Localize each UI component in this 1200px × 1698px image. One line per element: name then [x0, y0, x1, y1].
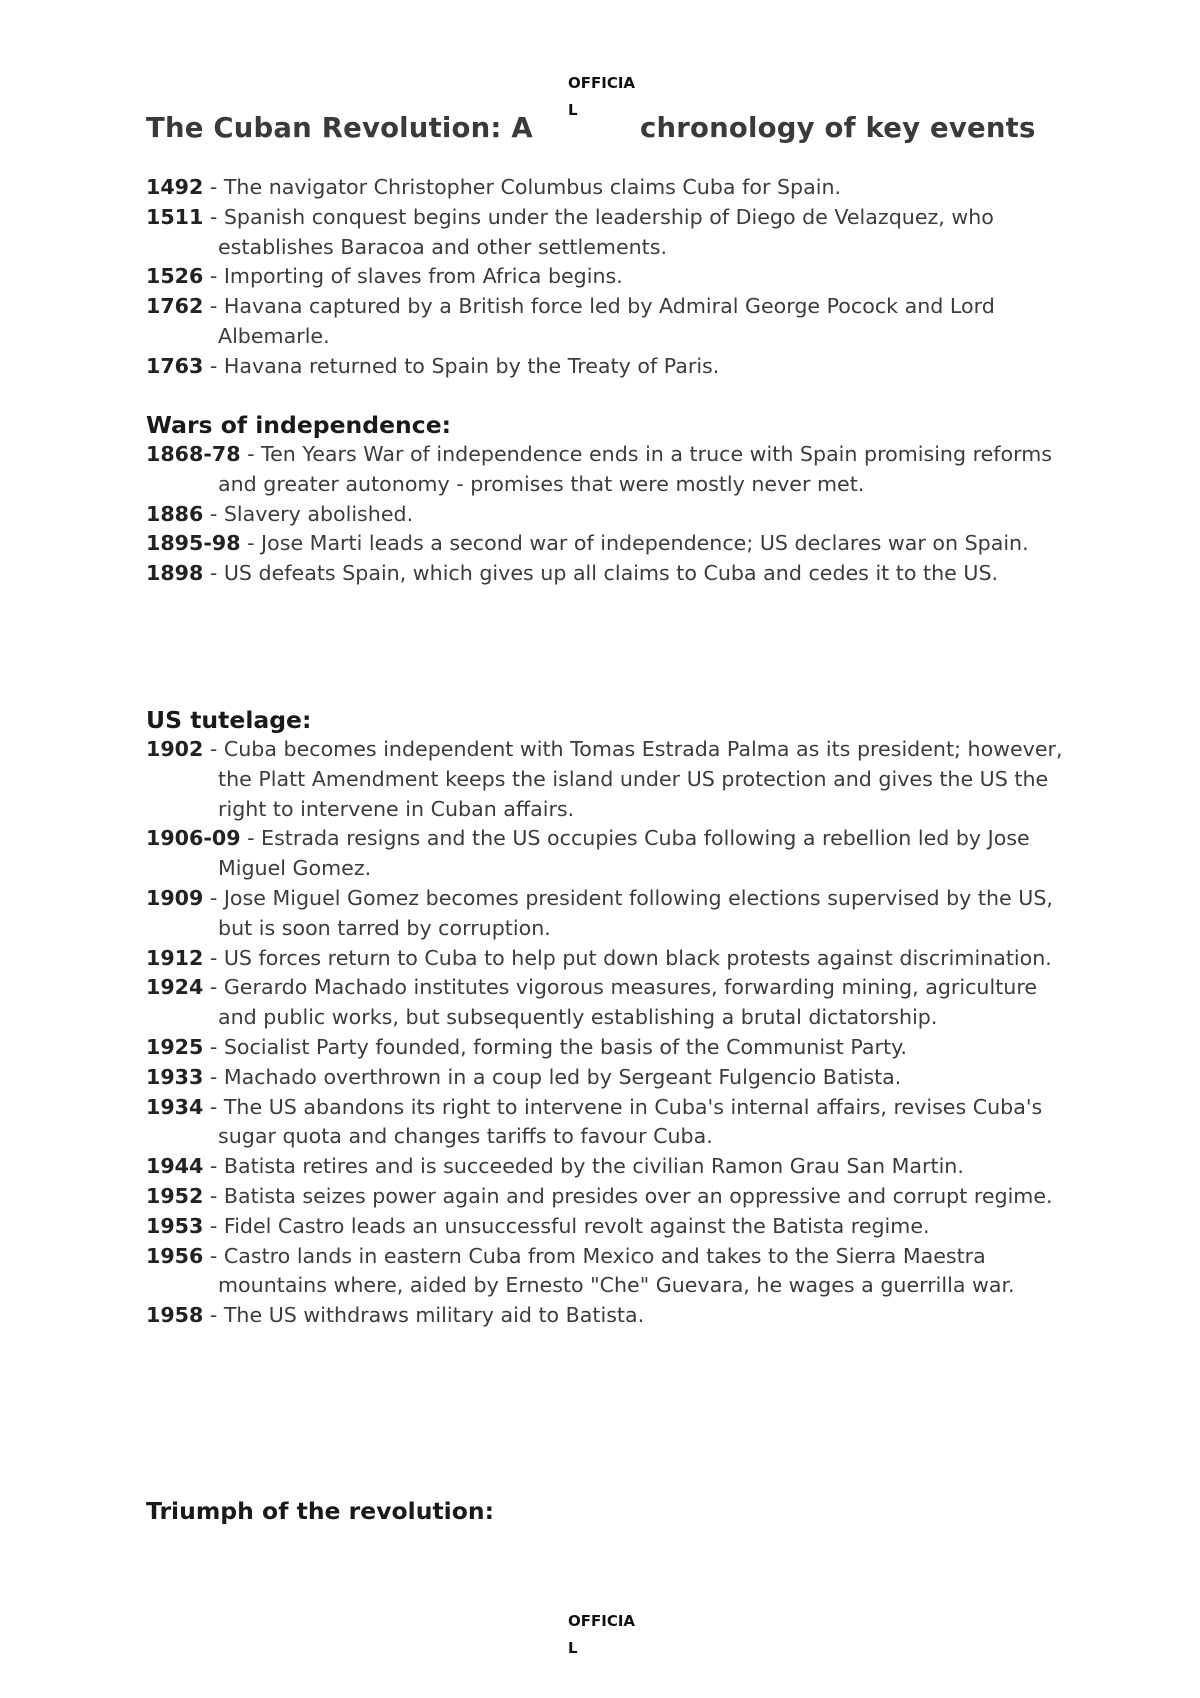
section-heading: Wars of independence:	[146, 411, 452, 439]
timeline-entry	[146, 559, 1066, 589]
entry-text: - The US abandons its right to intervene in Cuba's internal affairs, revises Cuba's sugar quota and changes tariffs to favour Cuba.	[203, 1094, 1043, 1149]
section-heading: Triumph of the revolution:	[146, 1497, 495, 1525]
entry-text: - Ten Years War of independence ends in a truce with Spain promising reforms and greater autonomy - promises that were mostly never met.	[218, 442, 1053, 496]
entry-text: - Importing of slaves from Africa begins.	[203, 264, 623, 289]
entry-text: - Havana captured by a British force led by Admiral George Pocock and Lord Albemarle.	[203, 294, 995, 348]
entry-year: 1934	[146, 1094, 204, 1119]
entry-text: - The navigator Christopher Columbus claims Cuba for Spain.	[203, 175, 842, 199]
timeline-entry	[146, 735, 1066, 824]
entry-year: 1868-78	[146, 442, 241, 466]
section-wars-of-independence	[146, 410, 1066, 589]
timeline-entry	[146, 262, 1066, 292]
timeline-entry	[146, 1212, 1066, 1242]
entry-text: - Castro lands in eastern Cuba from Mexico and takes to the Sierra Maestra mountains where, aided by Ernesto "Che" Guevara, he wages a guerrilla war.	[203, 1243, 1015, 1298]
timeline-entry	[146, 203, 1066, 263]
section-triumph-of-the-revolution	[146, 1496, 1066, 1526]
timeline-entry	[146, 1182, 1066, 1212]
timeline-entry	[146, 973, 1066, 1033]
timeline-entry	[146, 1301, 1066, 1331]
timeline-entry	[146, 440, 1066, 500]
entry-year: 1933	[146, 1064, 204, 1089]
entry-year: 1763	[146, 353, 204, 378]
entry-year: 1895-98	[146, 531, 241, 556]
entry-text: - US defeats Spain, which gives up all claims to Cuba and cedes it to the US.	[203, 561, 999, 586]
timeline-entry	[146, 1093, 1066, 1153]
entry-year: 1511	[146, 204, 204, 229]
entry-text: - Cuba becomes independent with Tomas Estrada Palma as its president; however, the Platt Amendment keeps the island under US protection and gives the US the right to intervene in Cuban affairs.	[203, 737, 1063, 821]
entry-year: 1944	[146, 1154, 204, 1179]
page-title	[146, 112, 1106, 144]
entry-year: 1912	[146, 945, 204, 970]
section-heading: US tutelage:	[146, 706, 312, 734]
entry-text: - Havana returned to Spain by the Treaty of Paris.	[203, 353, 720, 378]
entry-year: 1958	[146, 1303, 204, 1328]
entry-year: 1886	[146, 501, 204, 526]
entry-year: 1909	[146, 885, 204, 910]
section-us-tutelage	[146, 705, 1066, 1331]
entry-text: - Slavery abolished.	[203, 501, 414, 526]
official-marking-bottom: OFFICIAL	[568, 1612, 636, 1657]
timeline-entry	[146, 292, 1066, 352]
page-title-part-a: The Cuban Revolution: A	[146, 112, 533, 144]
entry-year: 1906-09	[146, 826, 241, 851]
entry-text: - Socialist Party founded, forming the basis of the Communist Party.	[203, 1034, 907, 1059]
page-title-part-b: chronology of key events	[640, 112, 1036, 144]
timeline-entry	[146, 824, 1066, 884]
timeline-entry	[146, 1242, 1066, 1302]
timeline-entry	[146, 1033, 1066, 1063]
entry-text: - Batista retires and is succeeded by the civilian Ramon Grau San Martin.	[203, 1154, 964, 1179]
entry-text: - Estrada resigns and the US occupies Cuba following a rebellion led by Jose Miguel Gomez.	[218, 826, 1030, 881]
entry-year: 1526	[146, 264, 204, 289]
timeline-entry	[146, 500, 1066, 530]
timeline-entry	[146, 944, 1066, 974]
entry-year: 1956	[146, 1243, 204, 1268]
entry-year: 1492	[146, 175, 204, 199]
timeline-entry	[146, 529, 1066, 559]
entry-text: - Fidel Castro leads an unsuccessful revolt against the Batista regime.	[203, 1213, 930, 1238]
entry-text: - Jose Miguel Gomez becomes president following elections supervised by the US, but is soon tarred by corruption.	[203, 885, 1053, 940]
entry-year: 1953	[146, 1213, 204, 1238]
entry-text: - Gerardo Machado institutes vigorous measures, forwarding mining, agriculture and public works, but subsequently establishing a brutal dictatorship.	[203, 975, 1038, 1030]
entry-year: 1898	[146, 561, 204, 586]
timeline-entry	[146, 173, 1066, 203]
section-early-history	[146, 173, 1066, 382]
timeline-entry	[146, 1152, 1066, 1182]
official-marking-top: OFFICIAL	[568, 74, 636, 119]
entry-text: - Machado overthrown in a coup led by Sergeant Fulgencio Batista.	[203, 1064, 902, 1089]
entry-text: - The US withdraws military aid to Batista.	[203, 1303, 645, 1328]
timeline-entry	[146, 884, 1066, 944]
entry-year: 1902	[146, 737, 204, 761]
entry-text: - Jose Marti leads a second war of independence; US declares war on Spain.	[240, 531, 1029, 556]
entry-year: 1952	[146, 1183, 204, 1208]
timeline-entry	[146, 352, 1066, 382]
entry-year: 1925	[146, 1034, 204, 1059]
entry-text: - Batista seizes power again and presides over an oppressive and corrupt regime.	[203, 1183, 1053, 1208]
entry-year: 1762	[146, 294, 204, 319]
timeline-entry	[146, 1063, 1066, 1093]
entry-year: 1924	[146, 975, 204, 1000]
entry-text: - Spanish conquest begins under the leadership of Diego de Velazquez, who establishes Baracoa and other settlements.	[203, 204, 994, 259]
entry-text: - US forces return to Cuba to help put down black protests against discrimination.	[203, 945, 1052, 970]
